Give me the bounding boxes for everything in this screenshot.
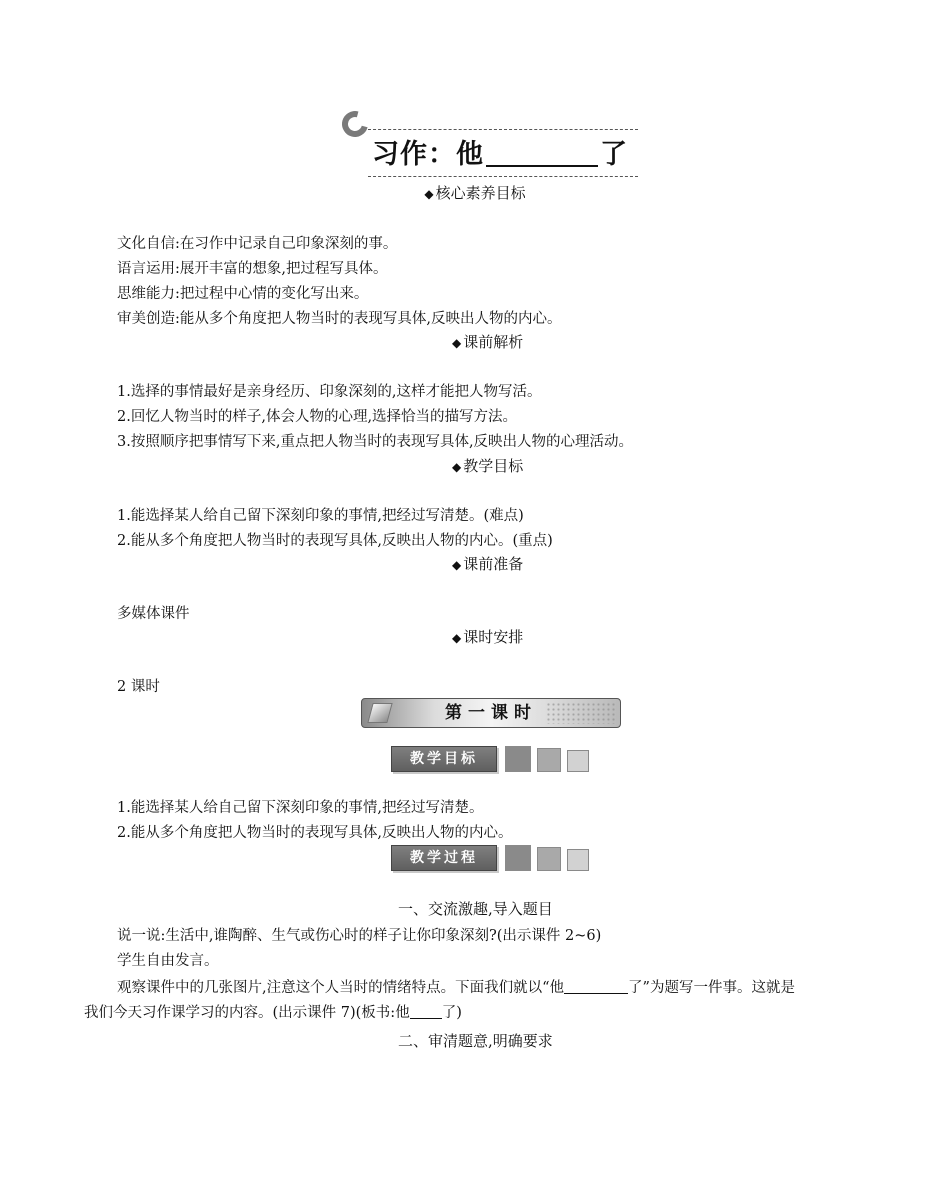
core-goal-item: 思维能力:把过程中心情的变化写出来。 <box>117 286 369 302</box>
fill-blank <box>564 978 628 994</box>
tag-square-decoration <box>505 746 531 772</box>
schedule-text: 2 课时 <box>117 679 160 695</box>
title-divider-bottom <box>368 176 638 177</box>
title-blank <box>486 139 598 167</box>
teaching-goal-item: 1.能选择某人给自己留下深刻印象的事情,把经过写清楚。(难点) <box>117 508 524 524</box>
lesson-goals-tag-label: 教学目标 <box>391 746 497 772</box>
teaching-goals-heading: ◆ 教学目标 <box>452 457 524 475</box>
page-title <box>372 136 628 174</box>
fill-blank <box>410 1003 442 1019</box>
schedule-heading: ◆ 课时安排 <box>452 628 524 646</box>
core-goal-item: 文化自信:在习作中记录自己印象深刻的事。 <box>117 236 398 252</box>
tag-square-decoration <box>567 750 589 772</box>
step1-title: 一、交流激趣,导入题目 <box>398 900 553 918</box>
tag-square-decoration <box>537 748 561 772</box>
step1-paragraph: 学生自由发言。 <box>117 953 219 969</box>
tag-square-decoration <box>537 847 561 871</box>
diamond-icon: ◆ <box>452 631 462 645</box>
analysis-item: 3.按照顺序把事情写下来,重点把人物当时的表现写具体,反映出人物的心理活动。 <box>117 434 634 450</box>
tag-square-decoration <box>567 849 589 871</box>
lesson-goal-item: 1.能选择某人给自己留下深刻印象的事情,把经过写清楚。 <box>117 800 484 816</box>
diamond-icon: ◆ <box>452 558 462 572</box>
title-suffix: 了 <box>600 139 628 170</box>
diamond-icon: ◆ <box>452 460 462 474</box>
diamond-icon: ◆ <box>452 336 462 350</box>
analysis-item: 1.选择的事情最好是亲身经历、印象深刻的,这样才能把人物写活。 <box>117 384 542 400</box>
lesson-goal-item: 2.能从多个角度把人物当时的表现写具体,反映出人物的内心。 <box>117 825 513 841</box>
title-prefix: 习作：他 <box>372 139 484 170</box>
step1-paragraph: 说一说:生活中,谁陶醉、生气或伤心时的样子让你印象深刻?(出示课件 2~6) <box>117 928 602 944</box>
lesson-banner <box>361 698 621 728</box>
step1-paragraph: 观察课件中的几张图片,注意这个人当时的情绪特点。下面我们就以“他 了”为题写一件事。这就是 <box>117 980 795 996</box>
core-goals-heading: ◆ 核心素养目标 <box>424 184 526 202</box>
preparation-heading: ◆ 课前准备 <box>452 555 524 573</box>
lesson-banner-label: 第一课时 <box>445 703 537 723</box>
title-ring-ornament <box>337 106 373 142</box>
diamond-icon: ◆ <box>424 187 434 201</box>
preparation-text: 多媒体课件 <box>117 606 190 622</box>
teaching-goal-item: 2.能从多个角度把人物当时的表现写具体,反映出人物的内心。(重点) <box>117 533 553 549</box>
tag-square-decoration <box>505 845 531 871</box>
preclass-analysis-heading: ◆ 课前解析 <box>452 333 524 351</box>
core-goal-item: 审美创造:能从多个角度把人物当时的表现写具体,反映出人物的内心。 <box>117 311 562 327</box>
analysis-item: 2.回忆人物当时的样子,体会人物的心理,选择恰当的描写方法。 <box>117 409 518 425</box>
title-divider-top <box>368 129 638 130</box>
core-goal-item: 语言运用:展开丰富的想象,把过程写具体。 <box>117 261 388 277</box>
step2-title: 二、审清题意,明确要求 <box>398 1032 553 1050</box>
lesson-process-tag-label: 教学过程 <box>391 845 497 871</box>
step1-paragraph-continued: 我们今天习作课学习的内容。(出示课件 7)(板书:他 了) <box>84 1005 462 1021</box>
